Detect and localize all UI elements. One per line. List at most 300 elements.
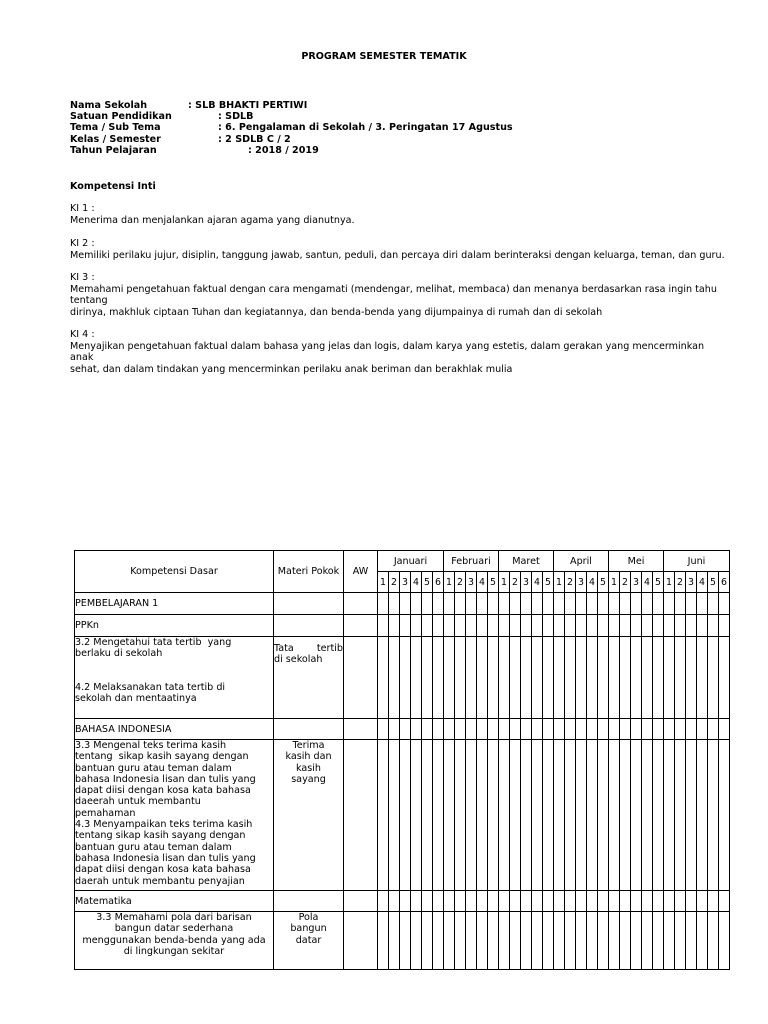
- week-cell: [653, 912, 664, 970]
- week-cell: [686, 719, 697, 740]
- week-cell: [686, 637, 697, 719]
- row-bahasa-indonesia: BAHASA INDONESIA: [75, 719, 274, 740]
- week-cell: [609, 891, 620, 912]
- week-cell: [466, 615, 477, 637]
- week-cell: [400, 615, 411, 637]
- week-cell: [719, 637, 730, 719]
- week-cell: [719, 891, 730, 912]
- week-cell: [697, 593, 708, 615]
- week-cell: [455, 719, 466, 740]
- week-cell: [664, 719, 675, 740]
- week-cell: [708, 912, 719, 970]
- info-label: Tema / Sub Tema: [70, 122, 161, 133]
- week-cell: [521, 891, 532, 912]
- week-cell: [411, 740, 422, 891]
- week-cell: [576, 740, 587, 891]
- week-cell: [631, 912, 642, 970]
- week-cell: [455, 637, 466, 719]
- ki-text: Memiliki perilaku jujur, disiplin, tanggung jawab, santun, peduli, dan percaya diri dalam berinteraksi dengan keluarga, teman, dan guru.: [70, 249, 725, 261]
- ki-text: Menerima dan menjalankan ajaran agama yang dianutnya.: [70, 214, 355, 226]
- week-cell: [521, 740, 532, 891]
- week-cell: [455, 593, 466, 615]
- week-number: 1: [444, 572, 455, 593]
- week-number: 4: [411, 572, 422, 593]
- week-cell: [433, 891, 444, 912]
- info-label: Nama Sekolah: [70, 100, 148, 111]
- week-cell: [719, 593, 730, 615]
- week-cell: [653, 615, 664, 637]
- week-cell: [686, 740, 697, 891]
- week-cell: [576, 615, 587, 637]
- week-cell: [620, 891, 631, 912]
- week-cell: [565, 740, 576, 891]
- week-cell: [587, 740, 598, 891]
- ki-text: tentang: [70, 295, 108, 306]
- week-cell: [598, 740, 609, 891]
- month-april: April: [554, 551, 609, 572]
- kd-mtk-text: 3.3 Memahami pola dari barisan bangun datar sederhana menggunakan benda-benda yang ada di lingkungan sekitar: [82, 912, 266, 957]
- week-cell: [609, 719, 620, 740]
- week-cell: [642, 615, 653, 637]
- week-cell: [389, 891, 400, 912]
- week-cell: [598, 891, 609, 912]
- week-cell: [422, 593, 433, 615]
- week-number: 4: [532, 572, 543, 593]
- week-cell: [466, 740, 477, 891]
- week-cell: [631, 593, 642, 615]
- week-cell: [378, 593, 389, 615]
- week-cell: [411, 637, 422, 719]
- info-value: : SLB BHAKTI PERTIWI: [188, 100, 308, 111]
- week-number: 1: [378, 572, 389, 593]
- week-cell: [378, 719, 389, 740]
- week-cell: [433, 719, 444, 740]
- week-cell: [664, 615, 675, 637]
- ki-2: [70, 238, 750, 261]
- week-cell: [609, 740, 620, 891]
- week-cell: [620, 637, 631, 719]
- week-cell: [521, 637, 532, 719]
- week-cell: [444, 891, 455, 912]
- week-cell: [664, 740, 675, 891]
- info-label: Tahun Pelajaran: [70, 145, 157, 156]
- week-cell: [378, 615, 389, 637]
- week-cell: [510, 719, 521, 740]
- week-cell: [697, 719, 708, 740]
- week-cell: [411, 593, 422, 615]
- week-cell: [587, 637, 598, 719]
- month-juni: Juni: [664, 551, 730, 572]
- week-cell: [576, 637, 587, 719]
- week-cell: [543, 637, 554, 719]
- ki-label: KI 4 :: [70, 329, 95, 340]
- week-cell: [400, 593, 411, 615]
- week-cell: [642, 719, 653, 740]
- week-number: 3: [466, 572, 477, 593]
- week-cell: [653, 719, 664, 740]
- week-cell: [510, 593, 521, 615]
- kompetensi-inti-title: Kompetensi Inti: [70, 181, 156, 192]
- week-cell: [422, 719, 433, 740]
- week-cell: [378, 891, 389, 912]
- mp-bahasa-indonesia: [274, 740, 344, 891]
- row-pembelajaran: PEMBELAJARAN 1: [75, 593, 274, 615]
- week-number: 5: [653, 572, 664, 593]
- week-cell: [697, 615, 708, 637]
- week-cell: [554, 912, 565, 970]
- week-cell: [631, 615, 642, 637]
- week-number: 4: [697, 572, 708, 593]
- week-cell: [477, 593, 488, 615]
- week-cell: [433, 740, 444, 891]
- week-cell: [543, 891, 554, 912]
- week-cell: [631, 891, 642, 912]
- week-number: 4: [587, 572, 598, 593]
- week-cell: [444, 740, 455, 891]
- week-number: 1: [664, 572, 675, 593]
- week-cell: [466, 637, 477, 719]
- week-cell: [488, 891, 499, 912]
- week-cell: [378, 740, 389, 891]
- week-cell: [565, 615, 576, 637]
- week-cell: [576, 593, 587, 615]
- week-number: 5: [422, 572, 433, 593]
- week-cell: [488, 593, 499, 615]
- week-number: 2: [620, 572, 631, 593]
- ki-text: sehat, dan dalam tindakan yang mencerminkan perilaku anak beriman dan berakhlak mulia: [70, 363, 513, 375]
- week-cell: [576, 719, 587, 740]
- week-cell: [565, 637, 576, 719]
- week-cell: [532, 740, 543, 891]
- week-cell: [598, 719, 609, 740]
- mp-matematika: [274, 912, 344, 970]
- week-cell: [642, 637, 653, 719]
- week-number: 4: [642, 572, 653, 593]
- week-cell: [598, 637, 609, 719]
- week-cell: [653, 593, 664, 615]
- week-cell: [653, 891, 664, 912]
- week-cell: [543, 740, 554, 891]
- week-cell: [708, 719, 719, 740]
- week-cell: [455, 912, 466, 970]
- week-cell: [411, 891, 422, 912]
- week-cell: [719, 719, 730, 740]
- ki-text: anak: [70, 352, 94, 363]
- week-number: 3: [576, 572, 587, 593]
- week-number: 2: [675, 572, 686, 593]
- week-cell: [444, 912, 455, 970]
- month-februari: Februari: [444, 551, 499, 572]
- week-cell: [466, 593, 477, 615]
- week-cell: [653, 740, 664, 891]
- week-cell: [554, 593, 565, 615]
- week-cell: [510, 637, 521, 719]
- week-cell: [620, 912, 631, 970]
- week-cell: [400, 637, 411, 719]
- week-cell: [653, 637, 664, 719]
- week-cell: [422, 912, 433, 970]
- ki-3: [70, 272, 750, 318]
- week-cell: [543, 615, 554, 637]
- week-cell: [642, 891, 653, 912]
- week-cell: [664, 891, 675, 912]
- week-cell: [609, 615, 620, 637]
- kd-ppkn-3: 3.2 Mengetahui tata tertib yang berlaku di sekolah: [75, 637, 232, 660]
- week-cell: [389, 615, 400, 637]
- week-cell: [565, 912, 576, 970]
- week-cell: [719, 912, 730, 970]
- week-cell: [499, 615, 510, 637]
- week-cell: [488, 637, 499, 719]
- ki-4: [70, 329, 750, 375]
- week-cell: [587, 912, 598, 970]
- ki-label: KI 2 :: [70, 238, 95, 249]
- week-number: 2: [510, 572, 521, 593]
- week-cell: [499, 719, 510, 740]
- week-cell: [444, 637, 455, 719]
- week-number: 5: [543, 572, 554, 593]
- week-cell: [587, 593, 598, 615]
- week-cell: [400, 719, 411, 740]
- week-cell: [532, 593, 543, 615]
- week-cell: [598, 912, 609, 970]
- week-cell: [488, 719, 499, 740]
- week-cell: [565, 891, 576, 912]
- week-cell: [697, 891, 708, 912]
- week-cell: [675, 637, 686, 719]
- week-cell: [455, 740, 466, 891]
- week-cell: [532, 912, 543, 970]
- week-cell: [675, 719, 686, 740]
- week-cell: [719, 740, 730, 891]
- week-number: 1: [609, 572, 620, 593]
- week-cell: [499, 593, 510, 615]
- week-cell: [477, 740, 488, 891]
- week-number: 5: [708, 572, 719, 593]
- week-cell: [631, 719, 642, 740]
- week-cell: [477, 615, 488, 637]
- week-cell: [620, 740, 631, 891]
- week-cell: [411, 912, 422, 970]
- week-cell: [543, 593, 554, 615]
- week-cell: [477, 912, 488, 970]
- info-value: : 6. Pengalaman di Sekolah / 3. Peringatan 17 Agustus: [218, 122, 513, 133]
- week-cell: [455, 615, 466, 637]
- week-cell: [554, 719, 565, 740]
- week-cell: [554, 615, 565, 637]
- mp-mtk-text: Pola bangun datar: [290, 912, 327, 946]
- week-cell: [686, 891, 697, 912]
- week-cell: [565, 719, 576, 740]
- week-cell: [488, 615, 499, 637]
- week-cell: [686, 912, 697, 970]
- week-cell: [488, 740, 499, 891]
- week-cell: [521, 719, 532, 740]
- week-cell: [708, 891, 719, 912]
- week-number: 1: [554, 572, 565, 593]
- week-cell: [444, 615, 455, 637]
- week-cell: [708, 637, 719, 719]
- week-number: 2: [455, 572, 466, 593]
- week-cell: [521, 615, 532, 637]
- week-cell: [466, 891, 477, 912]
- week-cell: [532, 891, 543, 912]
- week-cell: [411, 615, 422, 637]
- week-cell: [587, 891, 598, 912]
- week-cell: [697, 740, 708, 891]
- week-cell: [532, 637, 543, 719]
- week-cell: [675, 891, 686, 912]
- week-cell: [389, 719, 400, 740]
- week-cell: [686, 593, 697, 615]
- week-cell: [532, 615, 543, 637]
- week-cell: [433, 637, 444, 719]
- ki-text: Menyajikan pengetahuan faktual dalam bahasa yang jelas dan logis, dalam karya yang estetis, dalam gerakan yang mencerminkan: [70, 340, 705, 352]
- week-cell: [521, 593, 532, 615]
- program-semester-table: [74, 550, 730, 970]
- kd-ppkn: [75, 637, 274, 719]
- week-cell: [499, 891, 510, 912]
- week-cell: [444, 719, 455, 740]
- week-cell: [477, 891, 488, 912]
- week-cell: [664, 637, 675, 719]
- week-cell: [697, 912, 708, 970]
- week-cell: [708, 740, 719, 891]
- week-cell: [708, 615, 719, 637]
- mp-ppkn: [274, 637, 344, 719]
- week-cell: [466, 912, 477, 970]
- week-cell: [422, 615, 433, 637]
- week-number: 6: [433, 572, 444, 593]
- week-cell: [433, 593, 444, 615]
- week-cell: [554, 740, 565, 891]
- week-cell: [587, 615, 598, 637]
- week-cell: [444, 593, 455, 615]
- week-cell: [488, 912, 499, 970]
- info-label: Kelas / Semester: [70, 134, 161, 145]
- week-cell: [433, 615, 444, 637]
- week-number: 3: [686, 572, 697, 593]
- week-cell: [466, 719, 477, 740]
- kd-matematika: [75, 912, 274, 970]
- kd-bahasa-indonesia: [75, 740, 274, 891]
- page-title: PROGRAM SEMESTER TEMATIK: [301, 51, 467, 62]
- week-cell: [686, 615, 697, 637]
- week-cell: [477, 719, 488, 740]
- ki-1: [70, 203, 750, 226]
- week-cell: [664, 912, 675, 970]
- week-cell: [576, 891, 587, 912]
- week-cell: [477, 637, 488, 719]
- week-cell: [708, 593, 719, 615]
- week-cell: [499, 912, 510, 970]
- week-number: 3: [400, 572, 411, 593]
- week-number: 2: [565, 572, 576, 593]
- header-kompetensi-dasar: Kompetensi Dasar: [75, 551, 274, 593]
- week-cell: [675, 912, 686, 970]
- week-cell: [543, 719, 554, 740]
- week-cell: [642, 740, 653, 891]
- week-cell: [510, 615, 521, 637]
- week-cell: [631, 740, 642, 891]
- week-cell: [565, 593, 576, 615]
- week-cell: [422, 891, 433, 912]
- week-number: 3: [521, 572, 532, 593]
- week-cell: [598, 615, 609, 637]
- week-cell: [411, 719, 422, 740]
- info-value: : 2 SDLB C / 2: [218, 134, 291, 145]
- week-cell: [532, 719, 543, 740]
- week-cell: [598, 593, 609, 615]
- info-value: : SDLB: [218, 111, 254, 122]
- week-cell: [510, 912, 521, 970]
- mp-ppkn-line-1: Tata tertib: [274, 643, 343, 654]
- info-value: : 2018 / 2019: [248, 145, 319, 156]
- week-cell: [675, 615, 686, 637]
- week-cell: [554, 891, 565, 912]
- week-cell: [400, 912, 411, 970]
- week-cell: [675, 593, 686, 615]
- week-cell: [378, 912, 389, 970]
- week-cell: [378, 637, 389, 719]
- week-cell: [587, 719, 598, 740]
- row-matematika: Matematika: [75, 891, 274, 912]
- week-number: 4: [477, 572, 488, 593]
- month-mei: Mei: [609, 551, 664, 572]
- mp-ppkn-line-2: di sekolah: [274, 654, 323, 666]
- kd-ppkn-4: 4.2 Melaksanakan tata tertib di sekolah dan mentaatinya: [75, 681, 226, 704]
- ki-text: Memahami pengetahuan faktual dengan cara mengamati (mendengar, melihat, membaca) dan menanya berdasarkan rasa ingin tahu: [70, 283, 717, 295]
- month-maret: Maret: [499, 551, 554, 572]
- week-cell: [675, 740, 686, 891]
- week-cell: [389, 637, 400, 719]
- week-cell: [389, 740, 400, 891]
- week-cell: [422, 637, 433, 719]
- week-cell: [499, 637, 510, 719]
- week-cell: [455, 891, 466, 912]
- week-number: 1: [499, 572, 510, 593]
- week-cell: [609, 912, 620, 970]
- week-cell: [521, 912, 532, 970]
- ki-label: KI 3 :: [70, 272, 95, 283]
- mp-bindo-text: Terima kasih dan kasih sayang: [285, 740, 332, 785]
- week-cell: [631, 637, 642, 719]
- week-number: 5: [488, 572, 499, 593]
- week-cell: [554, 637, 565, 719]
- week-cell: [642, 912, 653, 970]
- week-cell: [400, 740, 411, 891]
- week-cell: [620, 719, 631, 740]
- week-cell: [510, 740, 521, 891]
- week-number: 5: [598, 572, 609, 593]
- week-cell: [499, 740, 510, 891]
- week-cell: [719, 615, 730, 637]
- week-number: 2: [389, 572, 400, 593]
- header-materi-pokok: Materi Pokok: [274, 551, 344, 593]
- week-cell: [422, 740, 433, 891]
- week-cell: [664, 593, 675, 615]
- week-cell: [510, 891, 521, 912]
- week-cell: [543, 912, 554, 970]
- week-number: 3: [631, 572, 642, 593]
- week-cell: [609, 593, 620, 615]
- week-number: 6: [719, 572, 730, 593]
- header-aw: AW: [344, 551, 378, 593]
- week-cell: [642, 593, 653, 615]
- kd-bindo-text: 3.3 Mengenal teks terima kasih tentang sikap kasih sayang dengan bantuan guru atau teman dalam bahasa Indonesia lisan dan tulis yang dapat diisi dengan kosa kata bahasa daeerah untuk membantu pemahaman 4.3 Menyampaikan teks terima kasih tentang sikap kasih sayang dengan bantuan guru atau teman dalam bahasa Indonesia lisan dan tulis yang dapat diisi dengan kosa kata bahasa daerah untuk membantu penyajian: [75, 740, 256, 887]
- month-januari: Januari: [378, 551, 444, 572]
- week-cell: [389, 912, 400, 970]
